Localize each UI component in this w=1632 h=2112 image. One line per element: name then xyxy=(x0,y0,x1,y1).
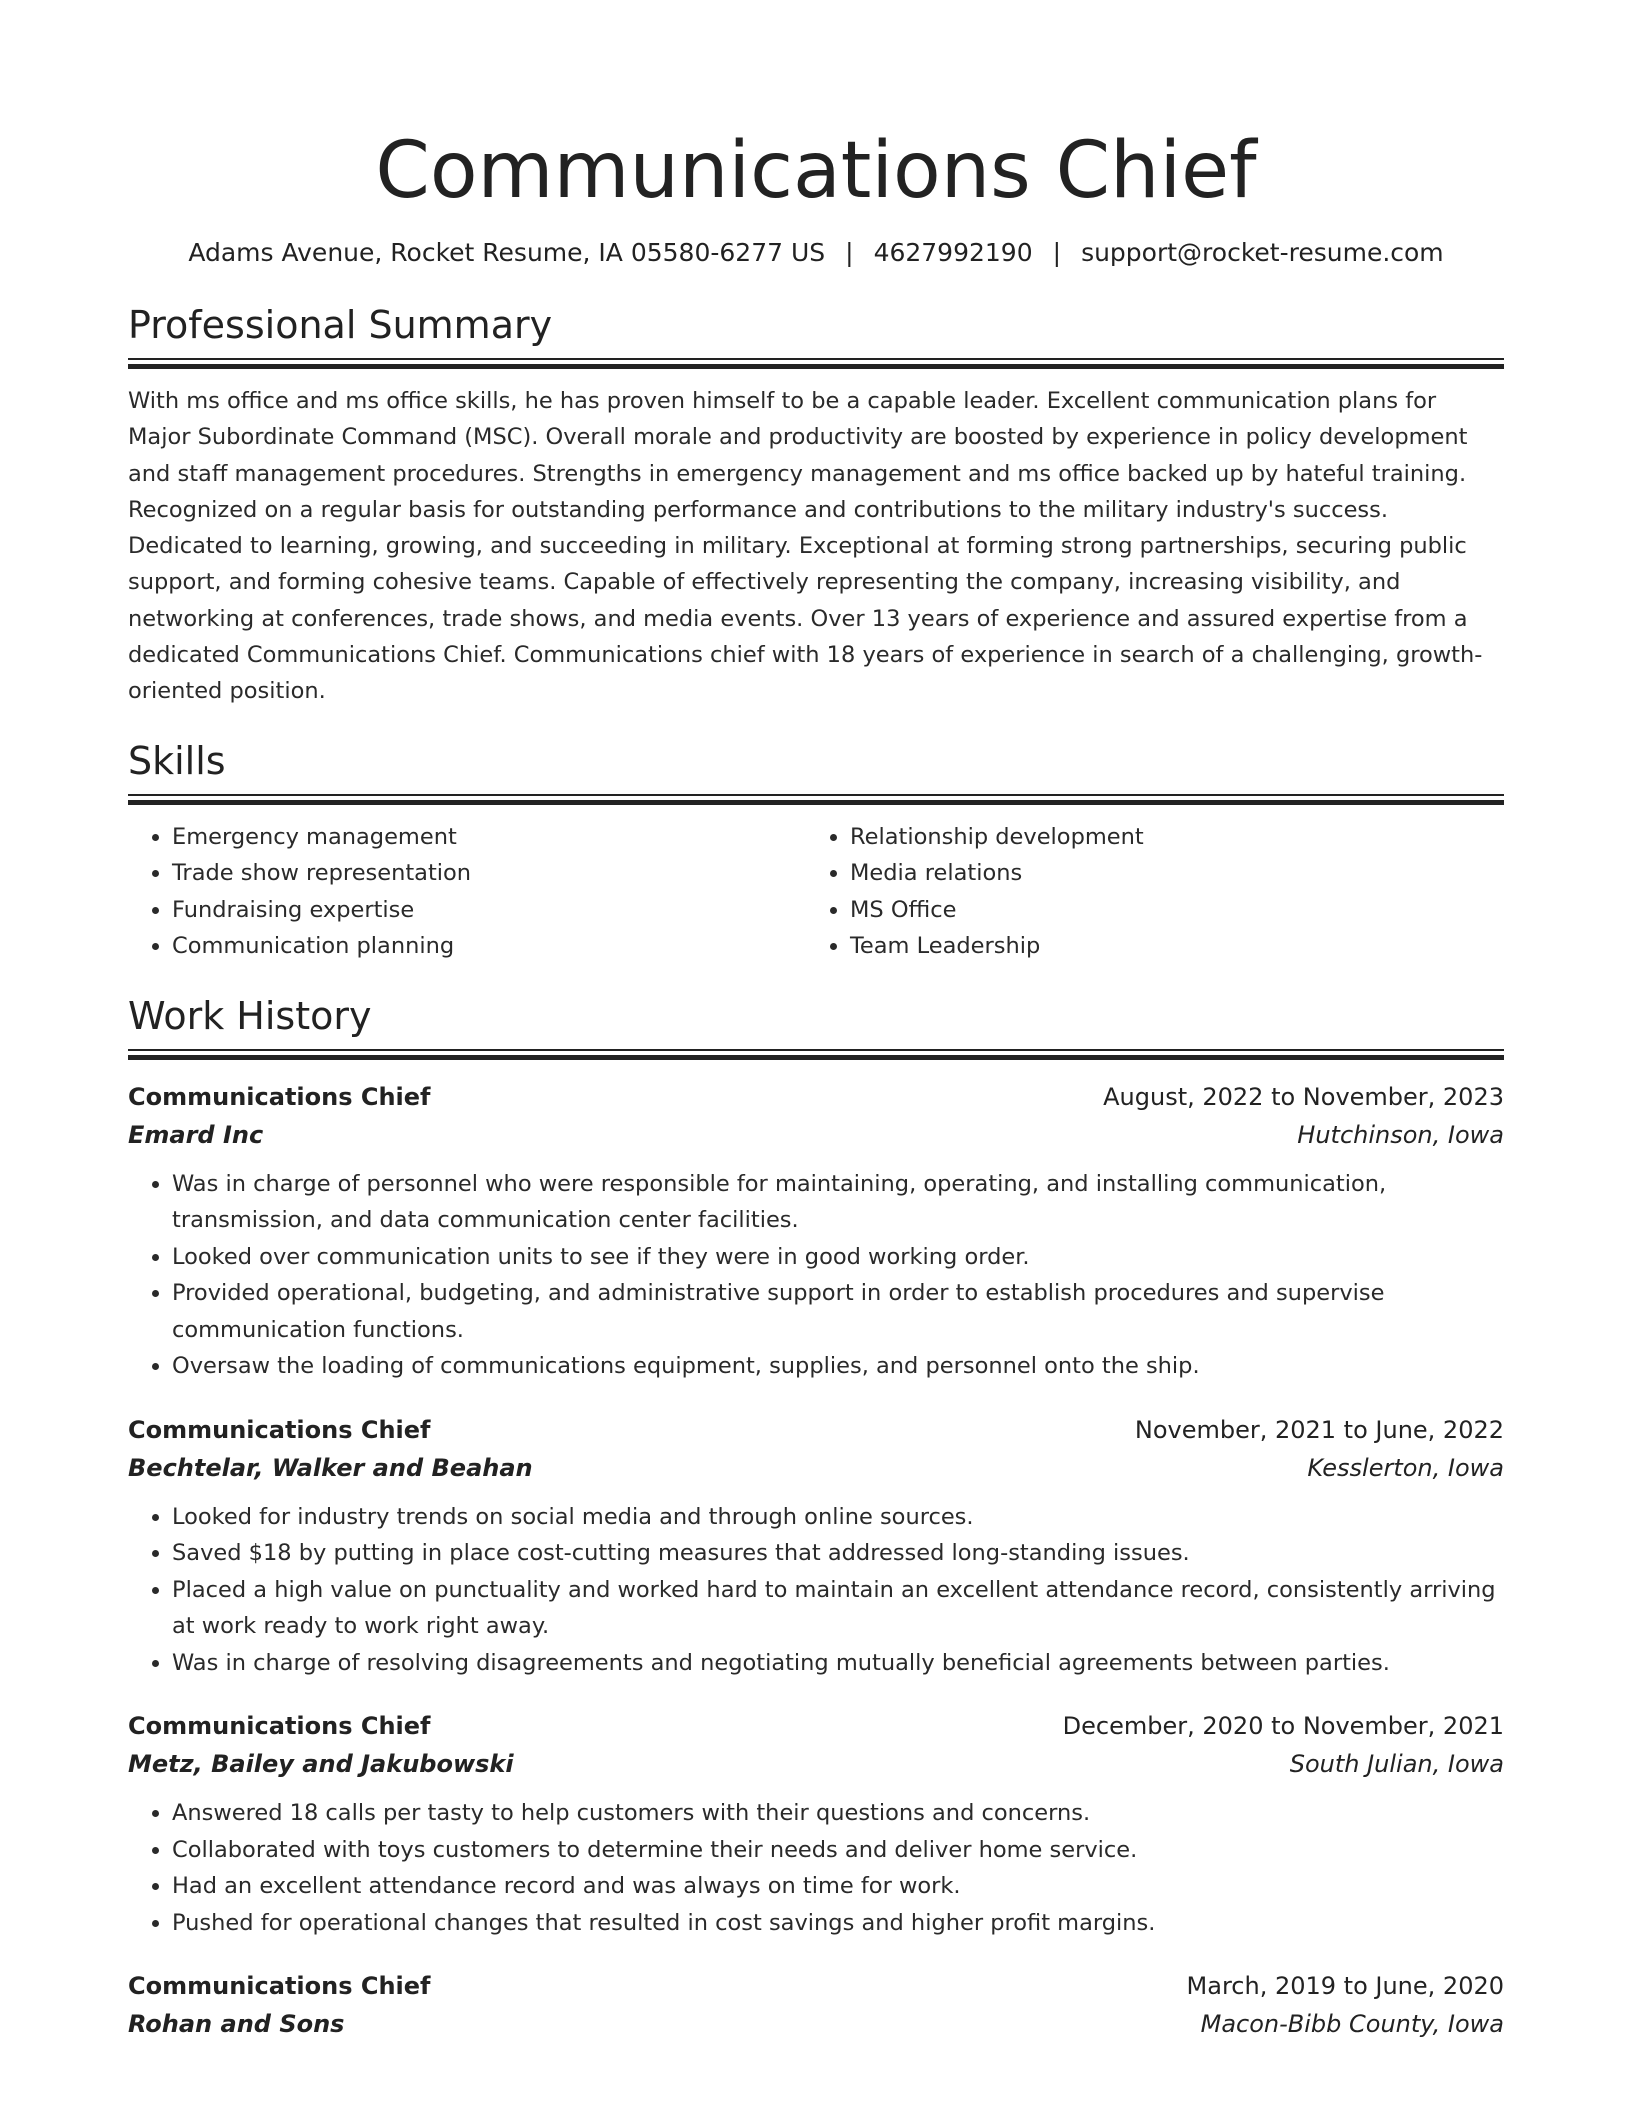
resume-name: Communications Chief xyxy=(375,126,1257,216)
contact-separator: | xyxy=(1052,238,1062,267)
job-entry xyxy=(128,1707,1504,1941)
job-bullet: • Had an excellent attendance record and was always on time for work. xyxy=(172,1868,1504,1905)
skills-column-right xyxy=(806,819,1484,965)
job-entry xyxy=(128,1411,1504,1682)
job-bullet: • Placed a high value on punctuality and worked hard to maintain an excellent attendance record, consistently arriving at work ready to work right away. xyxy=(172,1572,1504,1645)
section-divider xyxy=(128,1049,1504,1060)
contact-line xyxy=(128,236,1504,270)
job-bullet: • Collaborated with toys customers to determine their needs and deliver home service. xyxy=(172,1832,1504,1869)
summary-section xyxy=(128,300,1504,710)
job-title: Communications Chief xyxy=(128,1972,431,2001)
skill-item: • Team Leadership xyxy=(850,928,1484,965)
job-location: South Julian, Iowa xyxy=(1289,1750,1504,1779)
job-bullet: • Was in charge of personnel who were responsible for maintaining, operating, and installing communication, transmission, and data communication center facilities. xyxy=(172,1166,1504,1239)
contact-phone: 4627992190 xyxy=(873,238,1033,267)
work-history-heading: Work History xyxy=(128,993,372,1038)
job-bullet: • Oversaw the loading of communications equipment, supplies, and personnel onto the ship. xyxy=(172,1348,1504,1385)
job-company: Metz, Bailey and Jakubowski xyxy=(128,1750,514,1779)
job-dates: December, 2020 to November, 2021 xyxy=(1062,1712,1504,1741)
skills-section xyxy=(128,736,1504,965)
contact-address: Adams Avenue, Rocket Resume, IA 05580-6277 US xyxy=(188,238,826,267)
job-bullets xyxy=(128,1499,1504,1682)
section-divider xyxy=(128,794,1504,805)
skill-item: • Trade show representation xyxy=(172,855,806,892)
skill-item: • Media relations xyxy=(850,855,1484,892)
job-dates: August, 2022 to November, 2023 xyxy=(1103,1082,1504,1111)
job-bullet: • Was in charge of resolving disagreements and negotiating mutually beneficial agreements between parties. xyxy=(172,1645,1504,1682)
job-title: Communications Chief xyxy=(128,1712,431,1741)
job-title: Communications Chief xyxy=(128,1082,431,1111)
summary-heading: Professional Summary xyxy=(128,303,553,347)
job-bullet: • Looked over communication units to see if they were in good working order. xyxy=(172,1239,1504,1276)
work-history-section xyxy=(128,991,1504,2044)
job-bullets xyxy=(128,1795,1504,1941)
job-bullets xyxy=(128,1166,1504,1385)
job-entry xyxy=(128,1078,1504,1385)
job-bullet: • Answered 18 calls per tasty to help customers with their questions and concerns. xyxy=(172,1795,1504,1832)
job-entry xyxy=(128,1967,1504,2043)
job-company: Bechtelar, Walker and Beahan xyxy=(128,1453,533,1482)
job-bullet: • Provided operational, budgeting, and administrative support in order to establish procedures and supervise communication functions. xyxy=(172,1275,1504,1348)
job-dates: November, 2021 to June, 2022 xyxy=(1134,1415,1504,1444)
skills-heading: Skills xyxy=(128,738,226,783)
job-location: Kesslerton, Iowa xyxy=(1307,1453,1504,1482)
job-location: Macon-Bibb County, Iowa xyxy=(1200,2010,1504,2039)
skill-item: • Communication planning xyxy=(172,928,806,965)
resume-page xyxy=(128,0,1504,2043)
skill-item: • Fundraising expertise xyxy=(172,892,806,929)
job-title: Communications Chief xyxy=(128,1415,431,1444)
summary-text: With ms office and ms office skills, he has proven himself to be a capable leader. Excellent communication plans for Major Subordinate Command (MSC). Overall morale and productivity are boosted by experience in policy development and staff management procedures. Strengths in emergency management and ms office backed up by hateful training. Recognized on a regular basis for outstanding performance and contributions to the military industry's success. Dedicated to learning, growing, and succeeding in military. Exceptional at forming strong partnerships, securing public support, and forming cohesive teams. Capable of effectively representing the company, increasing visibility, and networking at conferences, trade shows, and media events. Over 13 years of experience and assured expertise from a dedicated Communications Chief. Communications chief with 18 years of experience in search of a challenging, growth-oriented position. xyxy=(128,388,1483,705)
skill-item: • Relationship development xyxy=(850,819,1484,856)
job-dates: March, 2019 to June, 2020 xyxy=(1186,1972,1504,2001)
skill-item: • Emergency management xyxy=(172,819,806,856)
skills-column-left xyxy=(128,819,806,965)
section-divider xyxy=(128,358,1504,369)
job-company: Emard Inc xyxy=(128,1120,264,1149)
job-bullet: • Saved $18 by putting in place cost-cutting measures that addressed long-standing issues. xyxy=(172,1535,1504,1572)
skill-item: • MS Office xyxy=(850,892,1484,929)
skills-list xyxy=(128,819,1504,965)
job-bullet: • Looked for industry trends on social media and through online sources. xyxy=(172,1499,1504,1536)
job-location: Hutchinson, Iowa xyxy=(1297,1120,1504,1149)
contact-email: support@rocket-resume.com xyxy=(1081,238,1444,267)
job-company: Rohan and Sons xyxy=(128,2010,345,2039)
job-bullet: • Pushed for operational changes that resulted in cost savings and higher profit margins. xyxy=(172,1905,1504,1942)
contact-separator: | xyxy=(845,238,854,267)
